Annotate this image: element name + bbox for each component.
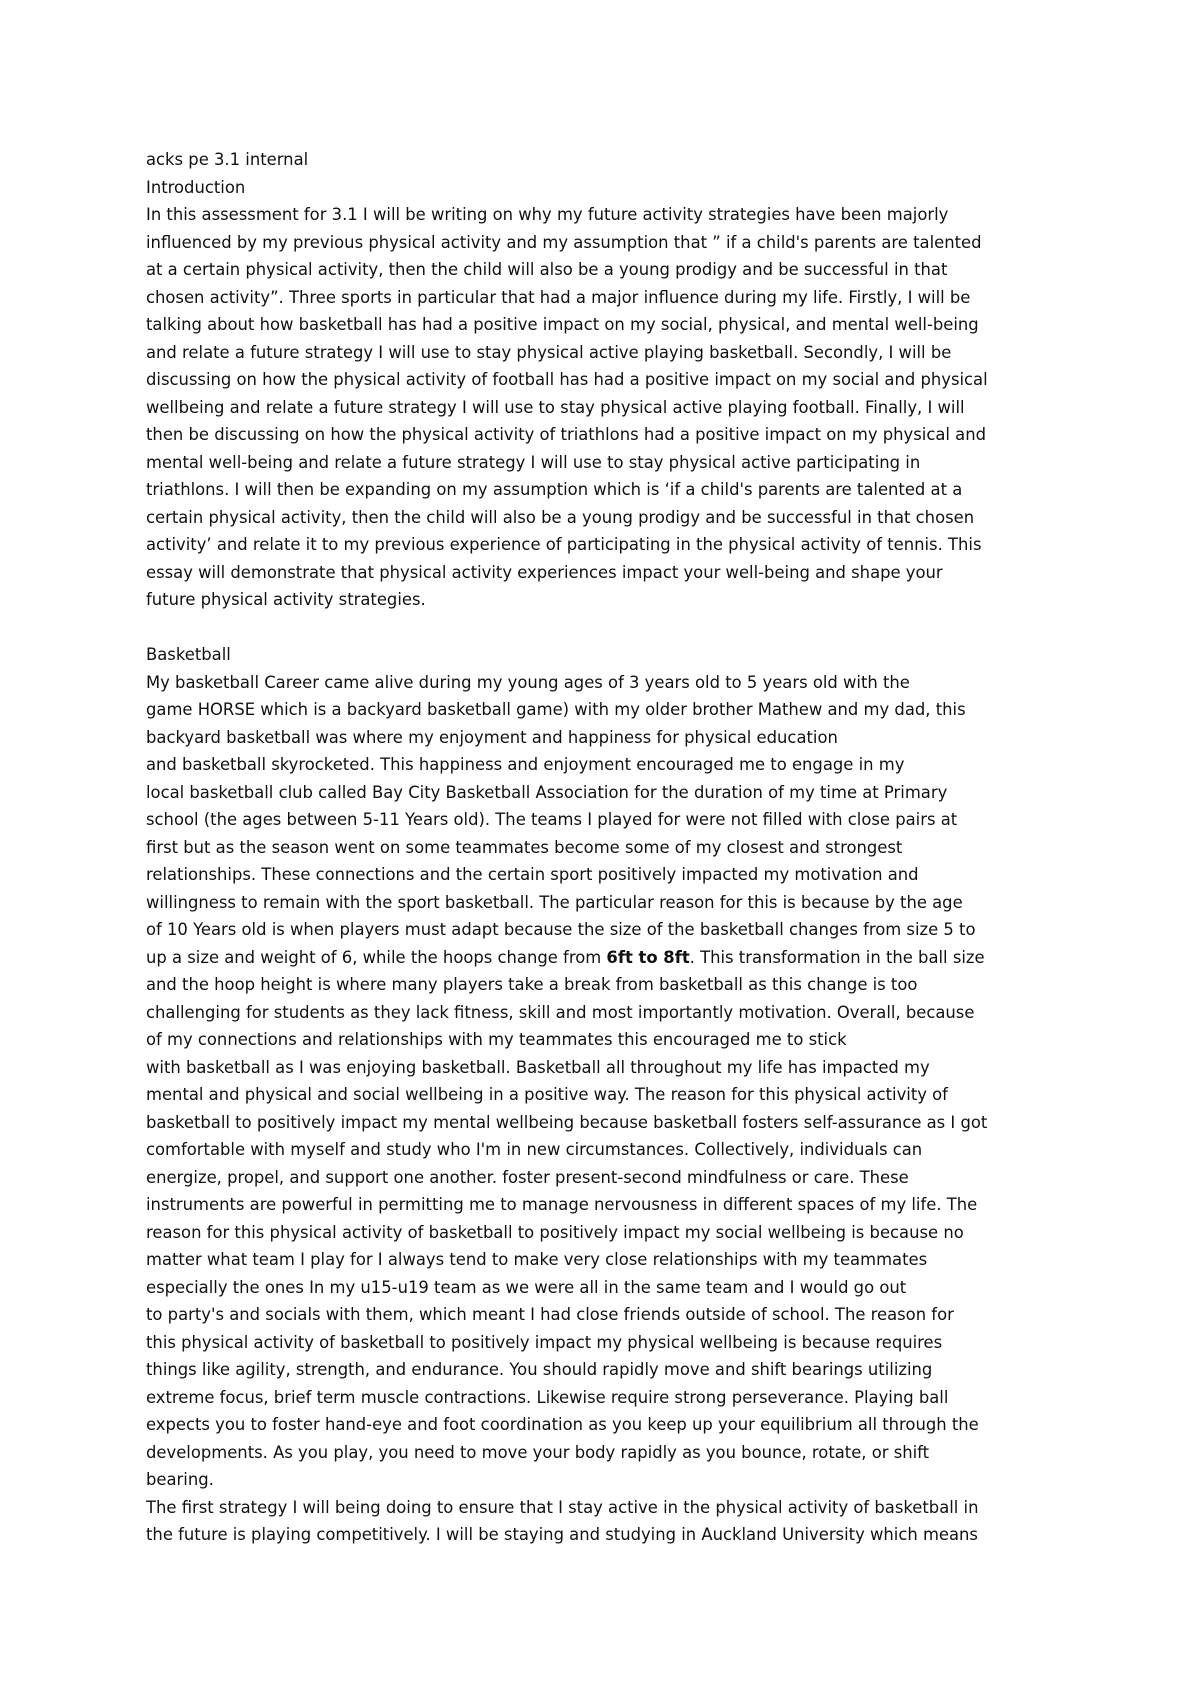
text-line: to party's and socials with them, which meant I had close friends outside of school. The reason for bbox=[146, 1305, 954, 1324]
text-line: instruments are powerful in permitting me to manage nervousness in different spaces of my life. The bbox=[146, 1195, 978, 1214]
text-line: activity’ and relate it to my previous experience of participating in the physical activity of tennis. This bbox=[146, 535, 982, 554]
text-line: and the hoop height is where many players take a break from basketball as this change is too bbox=[146, 975, 918, 994]
text-line: triathlons. I will then be expanding on my assumption which is ‘if a child's parents are talented at a bbox=[146, 480, 963, 499]
text-line: expects you to foster hand-eye and foot coordination as you keep up your equilibrium all through the bbox=[146, 1415, 979, 1434]
text-line bbox=[146, 944, 1076, 972]
text-line: The first strategy I will being doing to ensure that I stay active in the physical activity of basketball in bbox=[146, 1497, 979, 1517]
text-line: future physical activity strategies. bbox=[146, 590, 426, 609]
text-line: influenced by my previous physical activity and my assumption that ” if a child's parents are talented bbox=[146, 232, 982, 252]
basketball-paragraph bbox=[146, 669, 1076, 1549]
text-segment: . This transformation in the ball size bbox=[689, 947, 985, 967]
text-line: extreme focus, brief term muscle contractions. Likewise require strong perseverance. Playing ball bbox=[146, 1387, 949, 1407]
text-line: local basketball club called Bay City Basketball Association for the duration of my time at Primary bbox=[146, 782, 948, 802]
paragraph-gap bbox=[146, 614, 1076, 642]
introduction-paragraph bbox=[146, 201, 1076, 614]
text-line: comfortable with myself and study who I'm in new circumstances. Collectively, individuals can bbox=[146, 1140, 923, 1159]
text-line: chosen activity”. Three sports in particular that had a major influence during my life. Firstly, I will be bbox=[146, 287, 971, 307]
text-line: this physical activity of basketball to positively impact my physical wellbeing is because requires bbox=[146, 1332, 943, 1352]
text-line: matter what team I play for I always tend to make very close relationships with my teammates bbox=[146, 1250, 928, 1269]
text-line: at a certain physical activity, then the child will also be a young prodigy and be successful in that bbox=[146, 260, 948, 279]
text-line: developments. As you play, you need to move your body rapidly as you bounce, rotate, or shift bbox=[146, 1442, 930, 1462]
text-line: essay will demonstrate that physical activity experiences impact your well-being and shape your bbox=[146, 562, 943, 582]
text-line: willingness to remain with the sport basketball. The particular reason for this is because by the age bbox=[146, 892, 963, 912]
text-line: things like agility, strength, and endurance. You should rapidly move and shift bearings utilizing bbox=[146, 1360, 933, 1379]
section-heading-introduction: Introduction bbox=[146, 177, 246, 197]
text-line: basketball to positively impact my mental wellbeing because basketball fosters self-assurance as I got bbox=[146, 1112, 988, 1132]
text-line: game HORSE which is a backyard basketball game) with my older brother Mathew and my dad, this bbox=[146, 700, 966, 719]
text-line: especially the ones In my u15-u19 team as we were all in the same team and I would go out bbox=[146, 1277, 907, 1297]
text-line: of 10 Years old is when players must adapt because the size of the basketball changes from size 5 to bbox=[146, 920, 976, 939]
text-line: mental and physical and social wellbeing in a positive way. The reason for this physical activity of bbox=[146, 1085, 948, 1104]
text-line: with basketball as I was enjoying basketball. Basketball all throughout my life has impacted my bbox=[146, 1057, 930, 1077]
text-line: energize, propel, and support one another. foster present-second mindfulness or care. These bbox=[146, 1167, 909, 1187]
text-line: the future is playing competitively. I will be staying and studying in Auckland University which means bbox=[146, 1525, 978, 1544]
text-line: and relate a future strategy I will use to stay physical active playing basketball. Secondly, I will be bbox=[146, 342, 952, 362]
bold-hoop-heights: 6ft to 8ft bbox=[606, 947, 690, 967]
text-line: certain physical activity, then the child will also be a young prodigy and be successful in that chosen bbox=[146, 507, 975, 527]
text-line: bearing. bbox=[146, 1470, 214, 1489]
text-line: challenging for students as they lack fitness, skill and most importantly motivation. Overall, because bbox=[146, 1002, 975, 1022]
text-line: then be discussing on how the physical activity of triathlons had a positive impact on my physical and bbox=[146, 425, 986, 444]
text-line: discussing on how the physical activity of football has had a positive impact on my social and physical bbox=[146, 370, 988, 389]
text-line: backyard basketball was where my enjoyment and happiness for physical education bbox=[146, 727, 838, 747]
text-line: of my connections and relationships with my teammates this encouraged me to stick bbox=[146, 1030, 847, 1049]
text-line: In this assessment for 3.1 I will be writing on why my future activity strategies have been majorly bbox=[146, 205, 949, 224]
text-line: school (the ages between 5-11 Years old). The teams I played for were not filled with close pairs at bbox=[146, 810, 958, 829]
text-line: mental well-being and relate a future strategy I will use to stay physical active participating in bbox=[146, 452, 921, 472]
text-line: talking about how basketball has had a positive impact on my social, physical, and mental well-being bbox=[146, 315, 979, 334]
section-heading-basketball: Basketball bbox=[146, 645, 231, 664]
text-line: relationships. These connections and the certain sport positively impacted my motivation and bbox=[146, 865, 919, 884]
document-title: acks pe 3.1 internal bbox=[146, 150, 309, 169]
document-body bbox=[146, 146, 1076, 1549]
text-line: reason for this physical activity of basketball to positively impact my social wellbeing is because no bbox=[146, 1222, 964, 1242]
text-segment: up a size and weight of 6, while the hoops change from bbox=[146, 947, 607, 967]
text-line: and basketball skyrocketed. This happiness and enjoyment encouraged me to engage in my bbox=[146, 755, 905, 774]
text-line: wellbeing and relate a future strategy I will use to stay physical active playing football. Finally, I will bbox=[146, 397, 965, 417]
text-line: first but as the season went on some teammates become some of my closest and strongest bbox=[146, 837, 903, 857]
text-line: My basketball Career came alive during my young ages of 3 years old to 5 years old with the bbox=[146, 672, 910, 692]
